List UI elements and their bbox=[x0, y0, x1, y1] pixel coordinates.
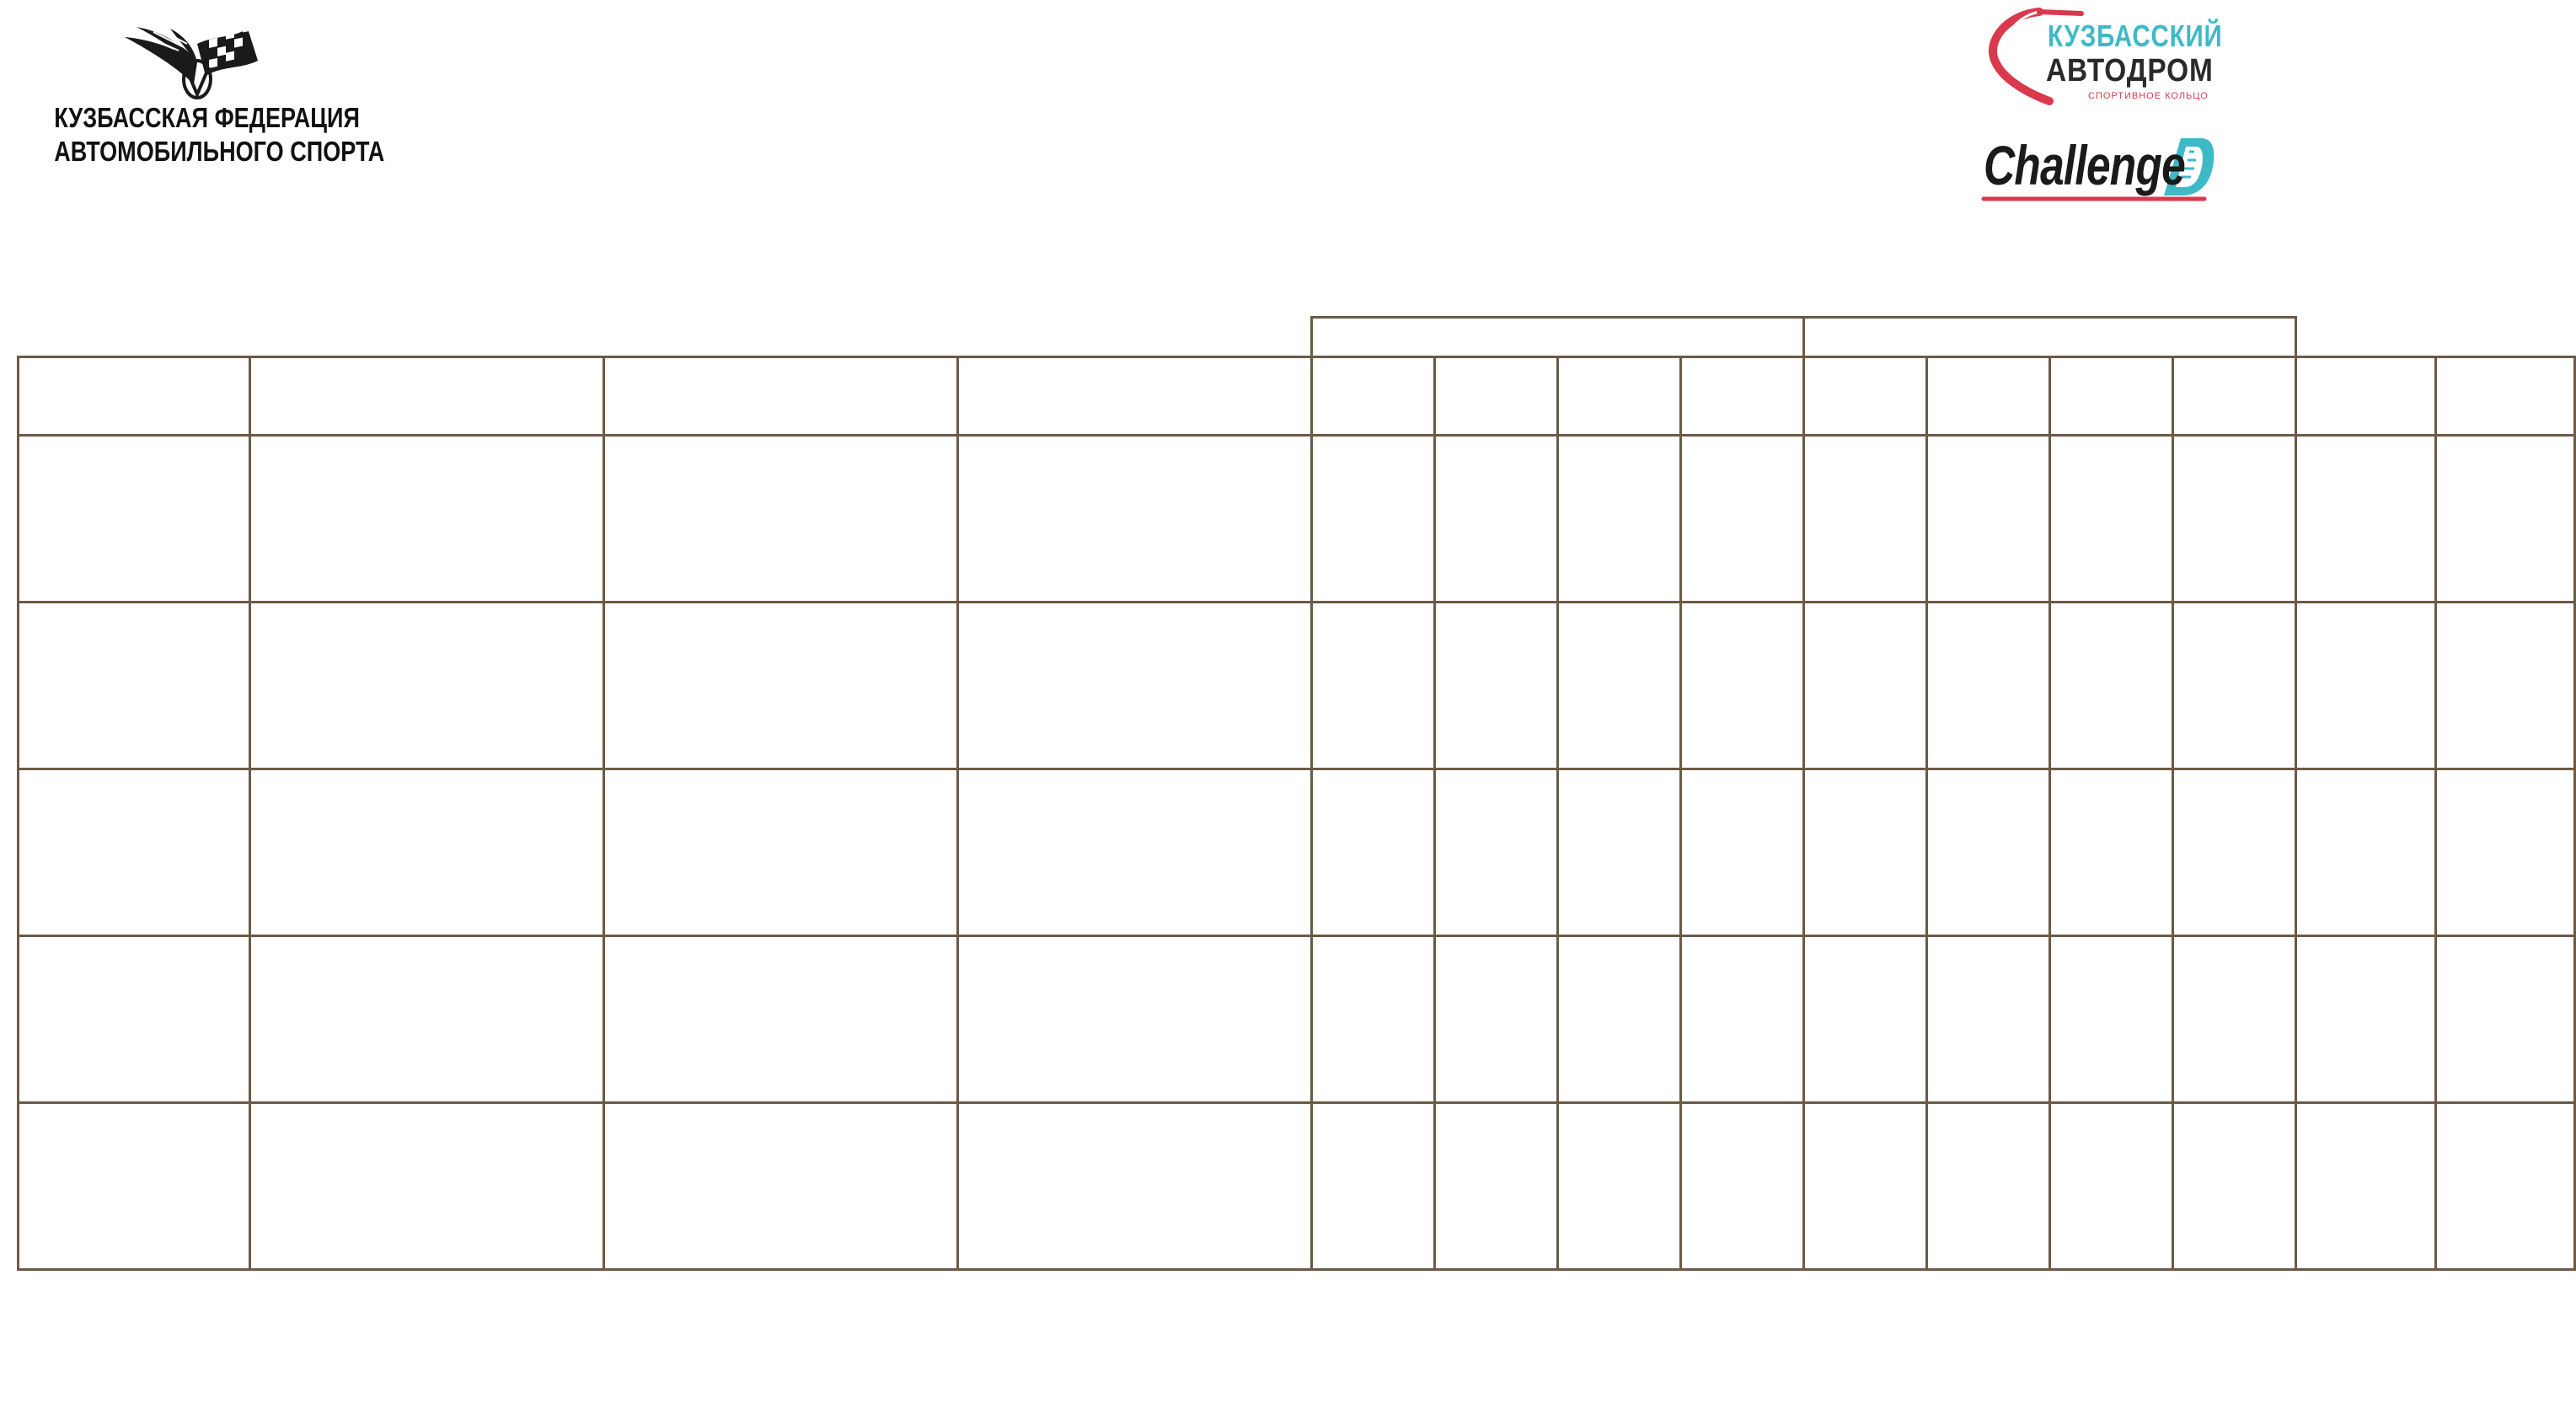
federation-name-line2: АВТОМОБИЛЬНОГО СПОРТА bbox=[54, 136, 385, 167]
table-cell bbox=[2172, 768, 2297, 937]
table-cell bbox=[956, 1101, 1313, 1271]
table-cell bbox=[2434, 935, 2576, 1104]
column-header-cell bbox=[602, 356, 959, 437]
column-header-cell bbox=[2172, 356, 2297, 437]
column-header-cell bbox=[17, 356, 251, 437]
table-cell bbox=[2048, 768, 2174, 937]
table-cell bbox=[602, 1101, 959, 1271]
table-cell bbox=[1433, 601, 1559, 770]
column-header-cell bbox=[1925, 356, 2051, 437]
table-cell bbox=[2048, 601, 2174, 770]
table-cell bbox=[1679, 768, 1805, 937]
table-cell bbox=[1433, 935, 1559, 1104]
group-header-cell bbox=[1310, 316, 1805, 358]
autodrom-title-line1: КУЗБАССКИЙ bbox=[2048, 19, 2223, 53]
table-cell bbox=[2434, 434, 2576, 603]
table-cell bbox=[1310, 768, 1436, 937]
table-cell bbox=[1679, 935, 1805, 1104]
table-cell bbox=[17, 601, 251, 770]
table-cell bbox=[1802, 768, 1928, 937]
table-cell bbox=[602, 434, 959, 603]
column-header-cell bbox=[249, 356, 605, 437]
table-cell bbox=[1925, 768, 2051, 937]
table-cell bbox=[1556, 434, 1682, 603]
table-cell bbox=[1556, 768, 1682, 937]
column-header-cell bbox=[1556, 356, 1682, 437]
table-cell bbox=[1802, 601, 1928, 770]
table-cell bbox=[1310, 935, 1436, 1104]
table-cell bbox=[249, 768, 605, 937]
table-cell bbox=[17, 935, 251, 1104]
table-cell bbox=[602, 601, 959, 770]
table-cell bbox=[249, 601, 605, 770]
table-cell bbox=[2295, 935, 2437, 1104]
column-header-cell bbox=[1433, 356, 1559, 437]
table-cell bbox=[2048, 434, 2174, 603]
table-cell bbox=[1679, 1101, 1805, 1271]
table-cell bbox=[1925, 601, 2051, 770]
table-cell bbox=[956, 434, 1313, 603]
table-cell bbox=[2172, 1101, 2297, 1271]
federation-name-line1: КУЗБАССКАЯ ФЕДЕРАЦИЯ bbox=[54, 102, 360, 133]
table-cell bbox=[2434, 768, 2576, 937]
column-header-cell bbox=[2295, 356, 2437, 437]
column-header-cell bbox=[2048, 356, 2174, 437]
table-cell bbox=[17, 434, 251, 603]
column-header-cell bbox=[1679, 356, 1805, 437]
table-cell bbox=[1433, 1101, 1559, 1271]
table-cell bbox=[2295, 1101, 2437, 1271]
column-header-cell bbox=[956, 356, 1313, 437]
table-cell bbox=[2295, 768, 2437, 937]
table-cell bbox=[956, 601, 1313, 770]
table-cell bbox=[2048, 1101, 2174, 1271]
column-header-cell bbox=[1310, 356, 1436, 437]
table-cell bbox=[2172, 935, 2297, 1104]
table-cell bbox=[602, 935, 959, 1104]
table-cell bbox=[17, 768, 251, 937]
autodrom-subtitle: СПОРТИВНОЕ КОЛЬЦО bbox=[2088, 91, 2209, 101]
table-cell bbox=[1679, 601, 1805, 770]
table-cell bbox=[2434, 1101, 2576, 1271]
table-cell bbox=[2434, 601, 2576, 770]
table-cell bbox=[1556, 935, 1682, 1104]
table-cell bbox=[249, 1101, 605, 1271]
table-cell bbox=[1556, 1101, 1682, 1271]
table-cell bbox=[956, 768, 1313, 937]
group-header-cell bbox=[1802, 316, 2297, 358]
table-cell bbox=[1556, 601, 1682, 770]
table-cell bbox=[2295, 601, 2437, 770]
table-cell bbox=[1310, 601, 1436, 770]
autodrom-title-line2: АВТОДРОМ bbox=[2046, 53, 2214, 88]
table-cell bbox=[249, 935, 605, 1104]
column-header-cell bbox=[1802, 356, 1928, 437]
challenge-wordmark: Challenge bbox=[1984, 134, 2185, 196]
table-cell bbox=[1925, 434, 2051, 603]
table-cell bbox=[1802, 935, 1928, 1104]
table-cell bbox=[1679, 434, 1805, 603]
table-cell bbox=[2172, 434, 2297, 603]
table-cell bbox=[1925, 935, 2051, 1104]
table-cell bbox=[249, 434, 605, 603]
column-header-cell bbox=[2434, 356, 2576, 437]
table-cell bbox=[2295, 434, 2437, 603]
table-cell bbox=[1802, 1101, 1928, 1271]
table-cell bbox=[1310, 434, 1436, 603]
table-cell bbox=[17, 1101, 251, 1271]
table-cell bbox=[602, 768, 959, 937]
table-cell bbox=[2048, 935, 2174, 1104]
table-cell bbox=[1310, 1101, 1436, 1271]
table-cell bbox=[1433, 434, 1559, 603]
table-cell bbox=[956, 935, 1313, 1104]
table-cell bbox=[2172, 601, 2297, 770]
table-cell bbox=[1925, 1101, 2051, 1271]
table-cell bbox=[1802, 434, 1928, 603]
table-cell bbox=[1433, 768, 1559, 937]
